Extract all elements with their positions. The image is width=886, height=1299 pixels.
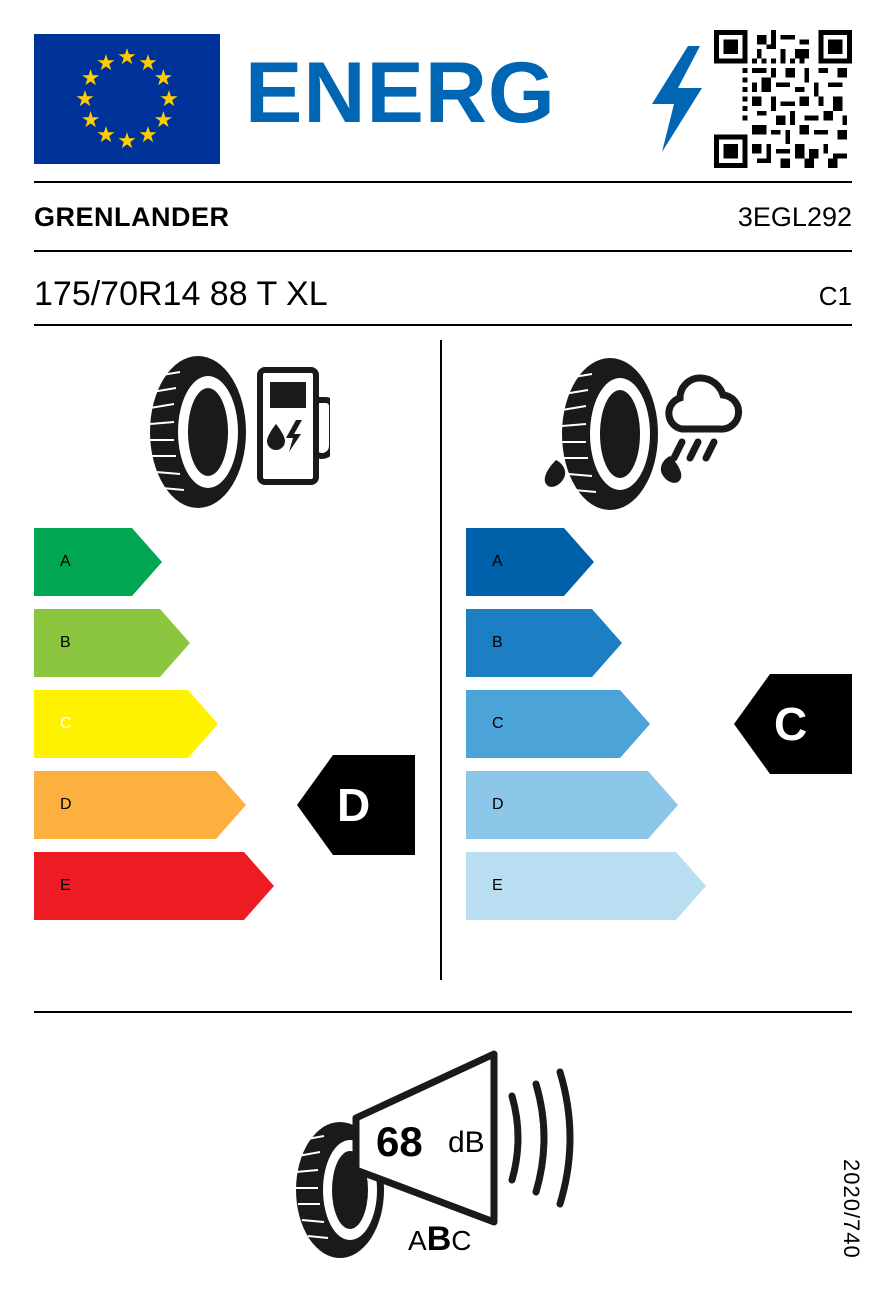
grade-arrow-a — [466, 528, 594, 596]
grade-arrow-wrap — [34, 528, 162, 596]
rain-cloud-tyre-icon — [530, 352, 760, 517]
grade-letter: E — [492, 877, 503, 894]
divider-vertical — [440, 340, 442, 980]
grade-arrow-b — [34, 609, 190, 677]
eu-star-icon: ★ — [138, 49, 158, 75]
tyre-size-designation: 175/70R14 88 T XL — [34, 275, 328, 313]
grade-arrow-wrap — [466, 609, 622, 677]
page-title: ENERG — [245, 45, 556, 141]
qr-code-icon — [714, 30, 852, 168]
wet-grip-result — [734, 674, 852, 774]
noise-value: 68 — [376, 1118, 423, 1165]
eu-star-icon: ★ — [138, 122, 158, 148]
eu-star-icon: ★ — [80, 107, 101, 132]
grade-arrow-a — [34, 528, 162, 596]
divider-brand — [34, 250, 852, 252]
eu-star-icon: ★ — [159, 86, 179, 111]
grade-letter: A — [492, 553, 503, 570]
eu-star-icon: ★ — [96, 122, 116, 148]
grade-letter: B — [60, 634, 71, 651]
grade-letter: E — [60, 877, 71, 894]
noise-class-scale — [408, 1220, 471, 1259]
divider-header — [34, 181, 852, 183]
eu-star-icon: ★ — [75, 86, 95, 111]
noise-class-a: A — [408, 1225, 427, 1256]
eu-star-icon: ★ — [153, 65, 174, 90]
eu-star-icon: ★ — [117, 44, 137, 69]
eu-star-icon: ★ — [80, 65, 101, 90]
noise-section — [280, 1040, 620, 1270]
divider-size — [34, 324, 852, 326]
tyre-class: C1 — [818, 281, 852, 311]
lightning-bolt-icon — [648, 46, 704, 152]
noise-class-c: C — [451, 1225, 472, 1256]
grade-arrow-b — [466, 609, 622, 677]
eu-flag-icon — [34, 34, 220, 164]
grade-letter: A — [60, 553, 71, 570]
result-marker-letter: C — [774, 698, 808, 750]
grade-letter: D — [60, 796, 72, 813]
grade-arrow-wrap — [34, 609, 190, 677]
fuel-efficiency-result — [297, 755, 415, 855]
eu-star-icon: ★ — [153, 107, 174, 132]
regulation-reference: 2020/740 — [839, 1159, 864, 1259]
noise-unit: dB — [448, 1126, 485, 1159]
noise-class-b: B — [426, 1220, 452, 1258]
divider-noise — [34, 1011, 852, 1013]
eu-star-icon: ★ — [117, 128, 137, 153]
grade-letter: D — [492, 796, 504, 813]
grade-letter: C — [60, 715, 72, 732]
eu-star-icon: ★ — [96, 49, 116, 75]
model-code: 3EGL292 — [737, 202, 852, 232]
supplier-brand: GRENLANDER — [34, 202, 230, 232]
fuel-pump-tyre-icon — [120, 352, 330, 517]
grade-arrow-wrap — [466, 528, 594, 596]
grade-letter: C — [492, 715, 504, 732]
result-marker-letter: D — [337, 779, 371, 831]
grade-letter: B — [492, 634, 503, 651]
